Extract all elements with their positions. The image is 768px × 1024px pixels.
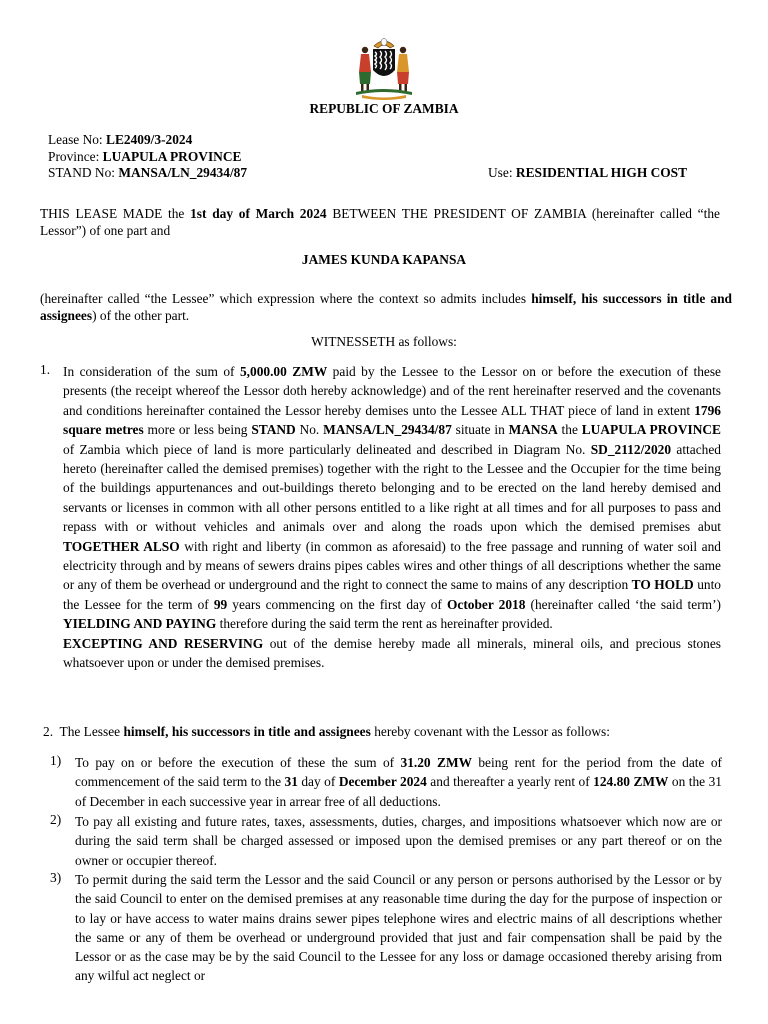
text-span: BETWEEN THE PRESIDENT OF ZAMBIA (hereinafter called “the Lessor”) of one part and: [40, 206, 720, 238]
lease-number-label: Lease No:: [48, 132, 107, 147]
lease-date: 1st day of March 2024: [190, 206, 327, 221]
covenant-body: To permit during the said term the Lessor and the said Council or any person or persons authorised by the Lessor or by the said Council to enter on the demised premises at any reasonable time during the day for the purpose of inspection or to lay or have access to water mains drains sewer pipes telephone wires and electric mains of all descriptions whether the same or any of them be overhead or underground provided that just and fair compensation shall be paid by the Lessor or as the case may be by the said Council to the Lessee for any loss or damage occasioned thereby arising from any wilful act neglect or: [75, 872, 722, 984]
bold-span: MANSA: [508, 422, 558, 438]
covenant-body: To pay all existing and future rates, taxes, assessments, duties, charges, and impositions whatsoever which now are or during the said term shall be charged assessed or imposed upon the demised premises or any part thereof or on the owner or occupier thereof.: [75, 814, 722, 868]
lease-number-row: [48, 132, 247, 149]
covenant-body: [75, 753, 722, 811]
stand-label: STAND No:: [48, 165, 119, 180]
bold-span: 31: [284, 774, 298, 790]
clause-number: 1.: [40, 362, 51, 377]
text-span: day of: [297, 774, 339, 790]
province: LUAPULA PROVINCE: [102, 148, 242, 164]
bold-span: October 2018: [446, 596, 526, 612]
text-span: The Lessee: [59, 724, 124, 739]
province-row: [48, 149, 247, 166]
opening-paragraph: [40, 205, 720, 239]
text-span: being rent for the period from the date of commencement of the said term to the: [75, 755, 723, 790]
province-label: Province:: [48, 148, 103, 164]
text-span: To pay on or before the execution of these the sum of: [75, 755, 401, 770]
text-span: ) of the other part.: [92, 308, 190, 323]
coat-of-arms-icon: [344, 36, 424, 100]
covenant-number: 1): [50, 753, 62, 768]
text-span: paid by the Lessee to the Lessor on or before the execution of these presents (the receipt whereof the Lessor doth hereby acknowledge) and of the rent hereinafter reserved and the covenants and conditions hereinafter contained the Lessor hereby demises unto the Lessee ALL THAT piece of land in extent: [63, 364, 721, 418]
bold-span: TOGETHER ALSO: [63, 538, 180, 554]
text-span: situate in: [451, 422, 509, 438]
text-span: (hereinafter called “the Lessee” which expression where the context so admits includes: [40, 291, 532, 306]
lease-meta: [48, 132, 247, 182]
text-span: out of the demise hereby made all minerals, mineral oils, and precious stones whatsoever upon or under the demised premises.: [63, 635, 721, 671]
bold-span: 99: [213, 596, 228, 612]
bold-span: YIELDING AND PAYING: [63, 616, 217, 632]
use-label: Use:: [488, 165, 516, 180]
text-span: unto the Lessee for the term of: [63, 577, 722, 612]
stand-row: [48, 165, 247, 182]
text-span: (hereinafter called ‘the said term’): [525, 596, 721, 612]
lease-number: LE2409/3-2024: [106, 132, 193, 147]
text-span: THIS LEASE MADE the: [40, 206, 191, 221]
witnesseth-heading: WITNESSETH as follows:: [311, 334, 457, 349]
text-span: of Zambia which piece of land is more particularly delineated and described in Diagram No.: [63, 441, 591, 457]
bold-span: TO HOLD: [631, 577, 694, 593]
covenant-number: 2): [50, 812, 62, 827]
bold-span: SD_2112/2020: [590, 441, 672, 457]
text-span: with right and liberty (in common as aforesaid) to the free passage and running of water soil and electricity through and by means of sewers drains pipes cables wires and other things of all descriptions whether the same or any of them be overhead or underground and the right to connect the same to mains of any description: [63, 538, 721, 593]
text-span: and thereafter a yearly rent of: [426, 774, 594, 790]
use-value: RESIDENTIAL HIGH COST: [515, 165, 688, 180]
use-row: [488, 165, 687, 181]
bold-span: 5,000.00 ZMW: [239, 364, 328, 379]
covenant-number: 3): [50, 870, 62, 885]
lessee-description: [40, 290, 732, 324]
clause-2: [43, 724, 733, 740]
bold-span: MANSA/LN_29434/87: [323, 422, 452, 438]
text-span: attached hereto (hereinafter called the demised premises) together with the right to the Lessee and the Occupier for the time being of the buildings appurtenances and out-buildings thereto belonging and to be erected on the land hereby demised and servants or licenses in common with all other persons entitled to a like right at all times and for all purposes to pass and repass with or without vehicles and animals over and along the roads upon which the demised premises abut: [63, 441, 721, 535]
stand-number: MANSA/LN_29434/87: [118, 165, 248, 180]
lessee-name: JAMES KUNDA KAPANSA: [301, 252, 467, 267]
text-span: therefore during the said term the rent as hereinafter provided.: [216, 616, 553, 632]
bold-span: 31.20 ZMW: [400, 755, 472, 770]
bold-span: December 2024: [338, 774, 427, 790]
bold-span: STAND: [251, 422, 296, 438]
clause-number: 2.: [43, 724, 54, 739]
bold-span: 1796 square metres: [63, 402, 721, 438]
bold-span: himself, his successors in title and assignees: [123, 724, 371, 739]
text-span: more or less being: [143, 422, 252, 438]
text-span: hereby covenant with the Lessor as follows:: [370, 724, 610, 739]
bold-span: EXCEPTING AND RESERVING: [63, 635, 264, 651]
clause-body: [63, 362, 721, 673]
bold-span: LUAPULA PROVINCE: [581, 422, 721, 438]
bold-span: 124.80 ZMW: [593, 774, 669, 790]
text-span: the: [557, 422, 582, 438]
bold-span: himself, his successors in title and assignees: [40, 291, 732, 323]
text-span: on the 31 of December in each successive year in arrear free of all deductions.: [75, 774, 722, 809]
page-title: REPUBLIC OF ZAMBIA: [309, 101, 459, 116]
text-span: In consideration of the sum of: [63, 364, 240, 379]
text-span: No.: [295, 422, 324, 438]
text-span: years commencing on the first day of: [227, 596, 447, 612]
